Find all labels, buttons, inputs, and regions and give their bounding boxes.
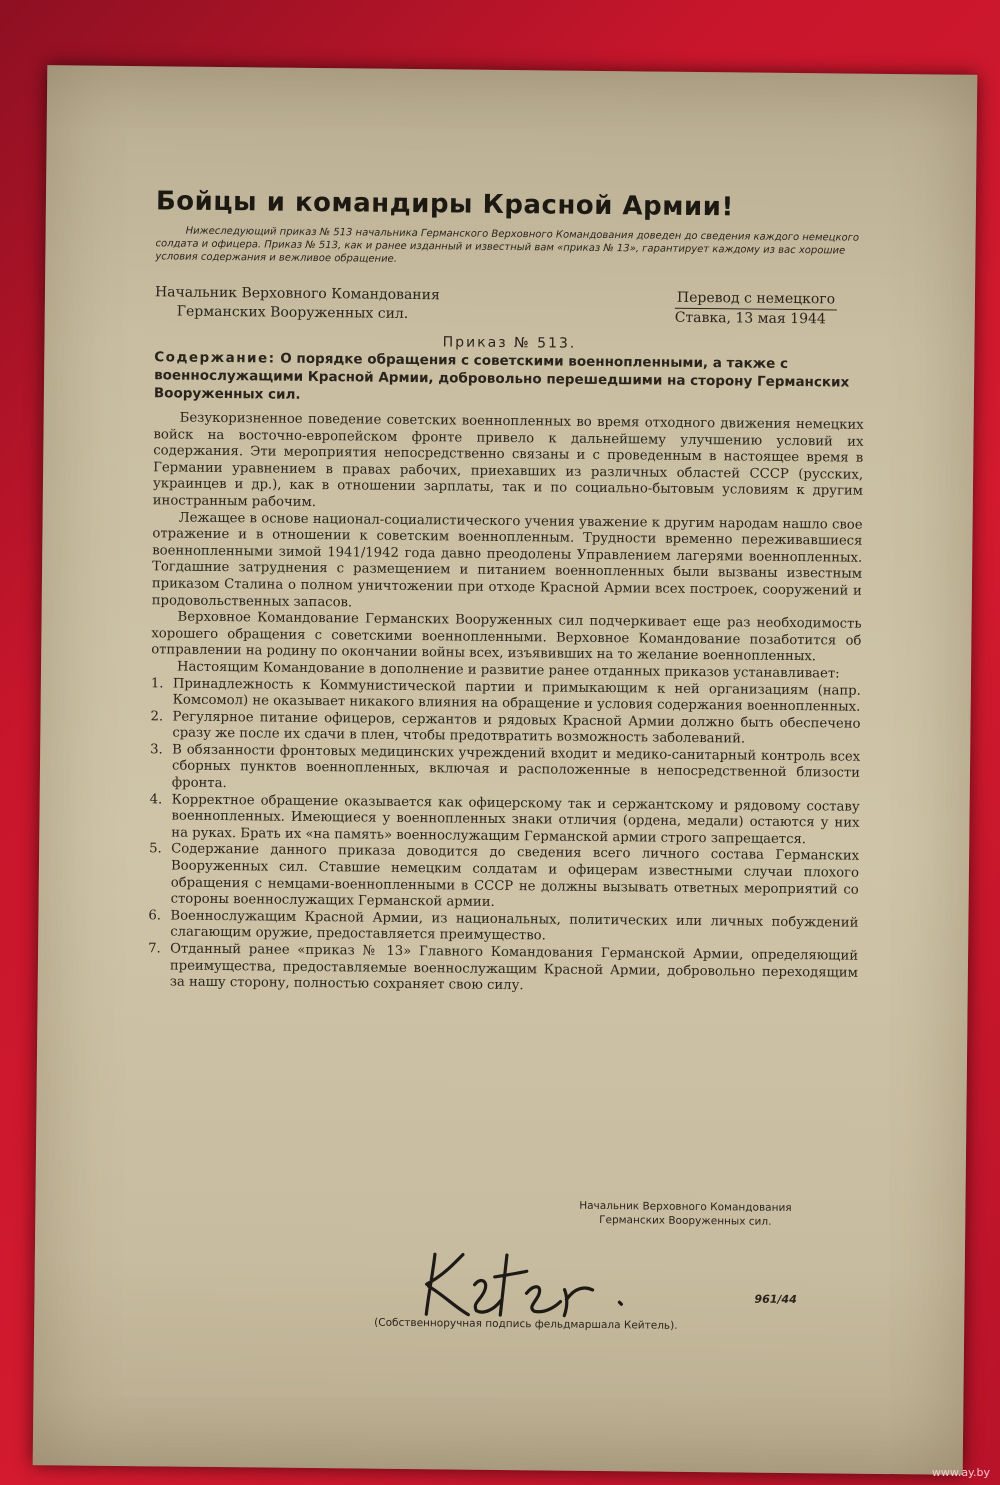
paragraph: Лежащее в основе национал-социалистического учения уважение к другим народам нашло свое отражение и в отношении к советским военнопленным. Трудности временно переживавшиеся военнопленными зимой 1941/1942 года давно преодолены Управлением лагерями военнопленных. Тогдашние затруднения с размещением и питанием военнопленных были вызваны известным приказом Сталина о полном уничтожении при отходе Красной Армии всех построек, сооружений и продовольственных запасов.	[151, 510, 863, 610]
order-item: 4. Корректное обращение оказывается как офицерскому так и сержантскому и рядовому составу военнопленных. Имеющиеся у военнопленных знаки отличия (ордена, медали) остаются у них на руках. Брать их «на память» военнослужащим Германской армии строго запрещается.	[149, 791, 860, 847]
paragraph: Настоящим Командование в дополнение и развитие ранее отданных приказов устанавливает:	[176, 659, 840, 682]
order-title: Приказ № 513.	[442, 334, 577, 352]
subject-text: О порядке обращения с советскими военнопленными, а также с военнослужащими Красной Армии, добровольно перешедшими на сторону Германских Вооруженных сил.	[153, 350, 850, 403]
order-items	[148, 676, 861, 999]
order-item: 7. Отданный ранее «приказ № 13» Главного Командования Германской Армии, определяющий преимущества, предоставляемые военнослужащим Красной Армии, добровольно переходящим за нашу сторону, полностью сохраняет свою силу.	[148, 941, 859, 994]
paragraph: Верховное Командование Германских Вооруженных сил подчеркивает еще раз необходимость хорошего обращения с советскими военнопленными. Верховное Командование позаботится об отправлении на родину по окончании войны всех, изъявивших на то желание военнопленных.	[151, 609, 862, 665]
signature-title-line-2: Германских Вооруженных сил.	[599, 1214, 772, 1228]
issuer-line-1: Начальник Верховного Командования	[154, 284, 440, 304]
issuer	[155, 283, 485, 325]
order-subject	[154, 348, 865, 409]
watermark: www.ay.by	[931, 1466, 990, 1479]
signature-title-line-1: Начальник Верховного Командования	[579, 1199, 792, 1215]
translation-and-date	[675, 289, 865, 330]
handwritten-signature	[414, 1214, 665, 1327]
order-body	[148, 410, 864, 998]
leaflet-content	[148, 186, 866, 998]
order-header	[155, 283, 865, 329]
order-item: 2. Регулярное питание офицеров, сержантов и рядовых Красной Армии должно быть обеспечено сразу же после их сдачи в плен, чтобы предотвратить возможность заболеваний.	[150, 708, 861, 747]
preface: Нижеследующий приказ № 513 начальника Германского Верховного Командования доведен до сведения каждого немецкого солдата и офицера. Приказ № 513, как и ранее изданный и известный вам «приказ № 13», гарантирует каждому из вас хорошие условия содержания и вежливое обращение.	[155, 225, 860, 265]
order-item: 6. Военнослужащим Красной Армии, из национальных, политических или личных побуждений слагающим оружие, предоставляется преимущество.	[148, 908, 859, 944]
translation-note: Перевод с немецкого	[675, 289, 837, 311]
order-item: 3. В обязанности фронтовых медицинских учреждений входит и медико-санитарный контроль всех сборных пунктов военнопленных, включая и расположенные в непосредственной близости фронта.	[150, 742, 861, 792]
issuer-line-2: Германских Вооруженных сил.	[176, 303, 409, 322]
leaflet-sheet	[33, 65, 978, 1475]
paragraph: Безукоризненное поведение советских военнопленных во время отходного движения немецких войск на восточно-европейском фронте привело к дальнейшему улучшению условий их содержания. Эти мероприятия непосредственно связаны и с проведенным в настоящее время в Германии уравнением в правах рабочих, приехавших из различных областей СССР (русских, украинцев и др.), как в отношении зарплаты, так и по социально-бытовым условиям к другим иностранным рабочим.	[152, 410, 864, 510]
subject-label: Содержание:	[154, 349, 276, 367]
signature-caption: (Собственноручная подпись фельдмаршала Кейтель).	[374, 1316, 678, 1332]
order-item: 1. Принадлежность к Коммунистической партии и примыкающим к ней организациям (напр. Комсомол) не оказывает никакого влияния на обращение и условия содержания военнопленных.	[150, 675, 861, 715]
place-date: Ставка, 13 мая 1944	[674, 309, 826, 328]
order-item: 5. Содержание данного приказа доводится до сведения всего личного состава Германских Вооруженных сил. Ставшие немецким солдатам и офицерам известными случаи плохого обращения с немцами-военнопленными в СССР не должны вызывать ответных мероприятий со стороны военнослужащих Германской армии.	[149, 841, 860, 911]
headline: Бойцы и командиры Красной Армии!	[155, 186, 734, 223]
document-number: 961/44	[754, 1292, 797, 1307]
